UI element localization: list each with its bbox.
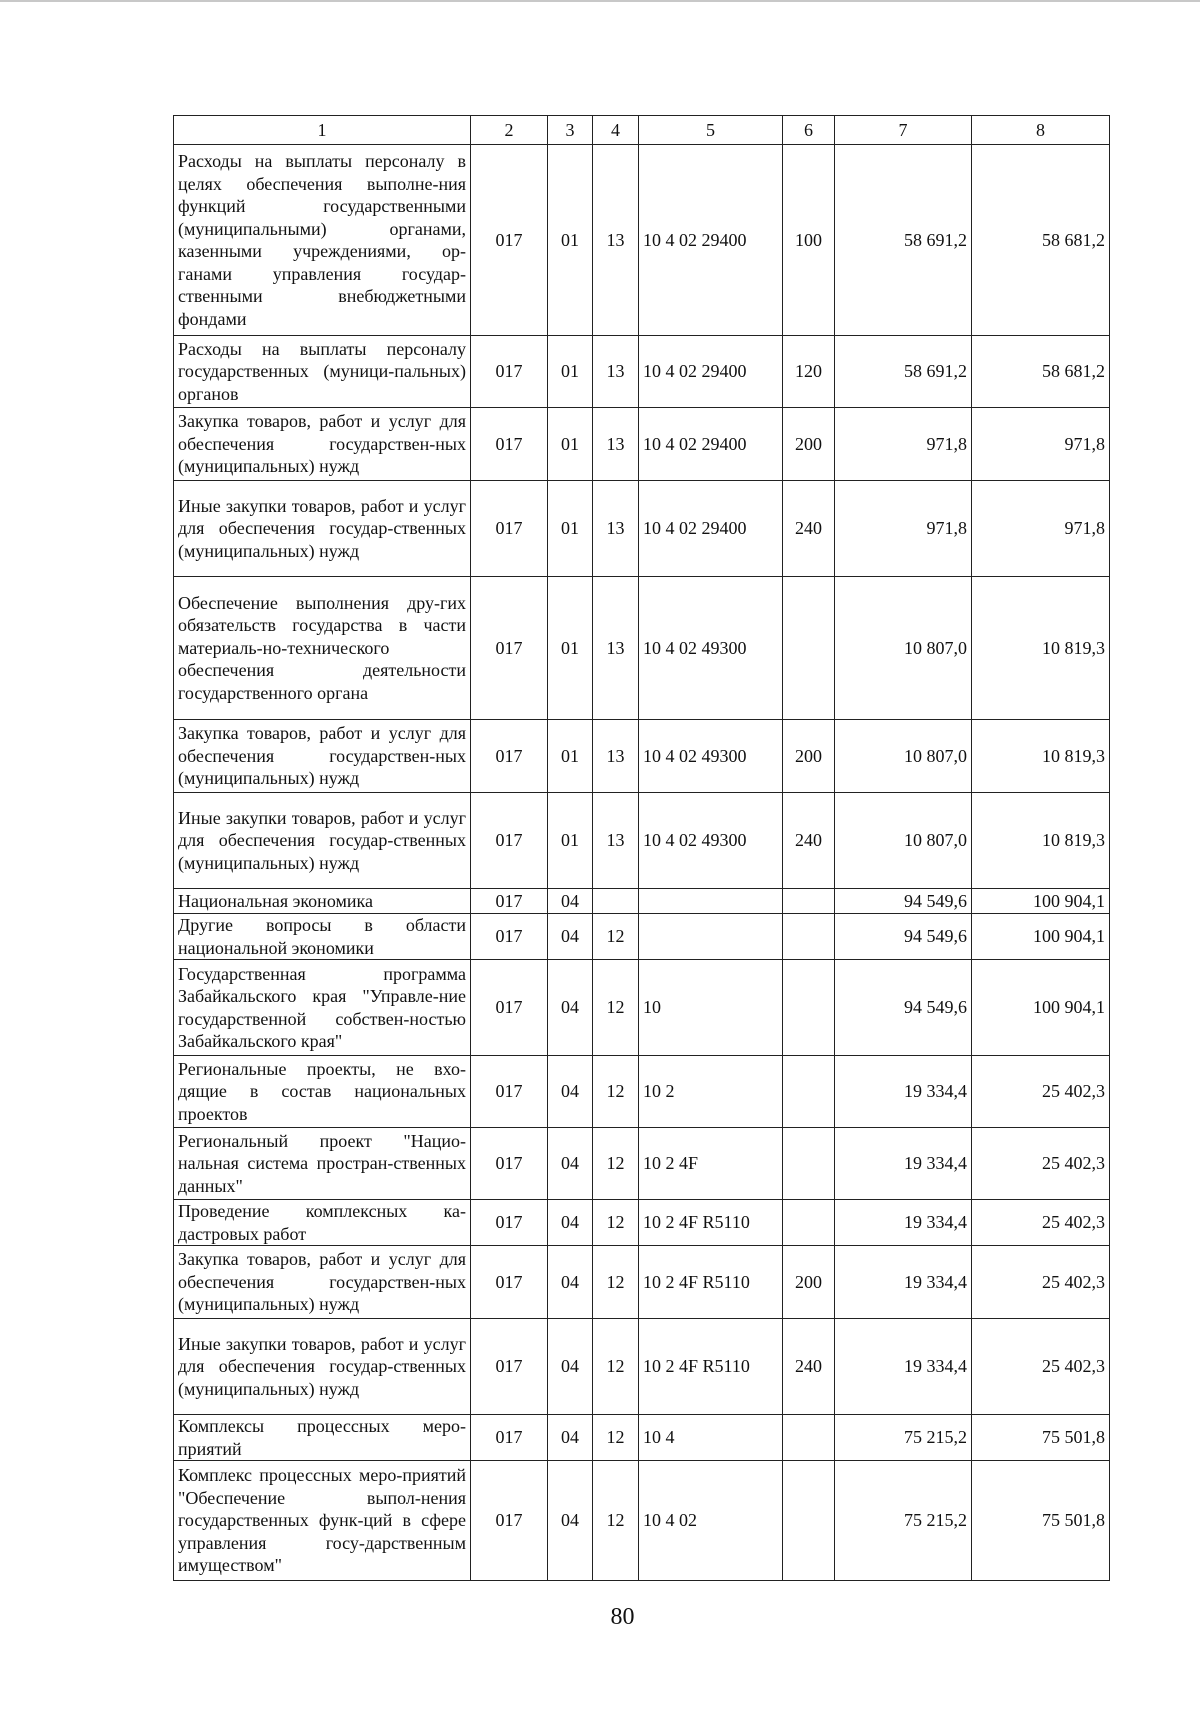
table-row bbox=[174, 1246, 1110, 1319]
table-row bbox=[174, 1319, 1110, 1415]
row-expense-type-code: 200 bbox=[783, 1246, 835, 1319]
row-name-cell: Обеспечение выполнения дру-гих обязательств государства в части материаль-но-технического обеспечения деятельности государственного органа bbox=[174, 577, 471, 720]
row-name-cell: Закупка товаров, работ и услуг для обеспечения государствен-ных (муниципальных) нужд bbox=[174, 1246, 471, 1319]
row-subsection-code: 13 bbox=[593, 793, 639, 889]
column-header-3: 3 bbox=[548, 116, 593, 145]
row-target-item-code: 10 4 02 29400 bbox=[639, 408, 783, 481]
table-row bbox=[174, 793, 1110, 889]
row-section-code: 01 bbox=[548, 793, 593, 889]
column-header-4: 4 bbox=[593, 116, 639, 145]
table-row bbox=[174, 1056, 1110, 1128]
table-row bbox=[174, 1461, 1110, 1581]
row-ministry-code: 017 bbox=[471, 1415, 548, 1461]
row-expense-type-code bbox=[783, 1415, 835, 1461]
row-amount-col8: 100 904,1 bbox=[972, 960, 1110, 1056]
row-subsection-code: 12 bbox=[593, 1056, 639, 1128]
column-header-1: 1 bbox=[174, 116, 471, 145]
page-number bbox=[0, 1604, 1200, 1631]
row-ministry-code: 017 bbox=[471, 577, 548, 720]
row-section-code: 01 bbox=[548, 408, 593, 481]
row-name-cell: Закупка товаров, работ и услуг для обеспечения государствен-ных (муниципальных) нужд bbox=[174, 720, 471, 793]
row-expense-type-code bbox=[783, 577, 835, 720]
row-subsection-code: 12 bbox=[593, 1128, 639, 1200]
row-amount-col8: 58 681,2 bbox=[972, 336, 1110, 408]
row-target-item-code: 10 bbox=[639, 960, 783, 1056]
table-row bbox=[174, 914, 1110, 960]
row-section-code: 04 bbox=[548, 1056, 593, 1128]
row-ministry-code: 017 bbox=[471, 1200, 548, 1246]
row-ministry-code: 017 bbox=[471, 336, 548, 408]
row-amount-col7: 19 334,4 bbox=[835, 1200, 972, 1246]
row-section-code: 04 bbox=[548, 914, 593, 960]
row-amount-col7: 10 807,0 bbox=[835, 577, 972, 720]
row-ministry-code: 017 bbox=[471, 793, 548, 889]
row-target-item-code: 10 2 4F R5110 bbox=[639, 1246, 783, 1319]
row-ministry-code: 017 bbox=[471, 1246, 548, 1319]
row-subsection-code: 12 bbox=[593, 1246, 639, 1319]
row-ministry-code: 017 bbox=[471, 1056, 548, 1128]
column-header-2: 2 bbox=[471, 116, 548, 145]
row-section-code: 04 bbox=[548, 1415, 593, 1461]
row-amount-col8: 971,8 bbox=[972, 481, 1110, 577]
row-amount-col8: 10 819,3 bbox=[972, 577, 1110, 720]
row-amount-col8: 25 402,3 bbox=[972, 1056, 1110, 1128]
row-expense-type-code bbox=[783, 1056, 835, 1128]
column-header-8: 8 bbox=[972, 116, 1110, 145]
row-amount-col7: 10 807,0 bbox=[835, 720, 972, 793]
row-amount-col7: 19 334,4 bbox=[835, 1246, 972, 1319]
column-header-6: 6 bbox=[783, 116, 835, 145]
row-target-item-code: 10 4 02 49300 bbox=[639, 793, 783, 889]
page-number-text: 80 bbox=[610, 1604, 635, 1630]
row-section-code: 01 bbox=[548, 720, 593, 793]
row-name-cell: Закупка товаров, работ и услуг для обеспечения государствен-ных (муниципальных) нужд bbox=[174, 408, 471, 481]
row-ministry-code: 017 bbox=[471, 889, 548, 914]
row-target-item-code: 10 4 02 29400 bbox=[639, 336, 783, 408]
row-name-cell: Иные закупки товаров, работ и услуг для обеспечения государ-ственных (муниципальных) нужд bbox=[174, 793, 471, 889]
row-subsection-code: 13 bbox=[593, 408, 639, 481]
row-name-cell: Региональные проекты, не вхо-дящие в состав национальных проектов bbox=[174, 1056, 471, 1128]
row-subsection-code: 13 bbox=[593, 720, 639, 793]
row-subsection-code: 12 bbox=[593, 1461, 639, 1581]
row-ministry-code: 017 bbox=[471, 145, 548, 336]
row-ministry-code: 017 bbox=[471, 720, 548, 793]
row-ministry-code: 017 bbox=[471, 408, 548, 481]
row-target-item-code: 10 4 02 49300 bbox=[639, 720, 783, 793]
row-section-code: 01 bbox=[548, 481, 593, 577]
row-target-item-code: 10 4 02 bbox=[639, 1461, 783, 1581]
top-edge-rule bbox=[0, 0, 1200, 2]
row-amount-col7: 19 334,4 bbox=[835, 1056, 972, 1128]
row-name-cell: Расходы на выплаты персоналу государственных (муници-пальных) органов bbox=[174, 336, 471, 408]
row-expense-type-code: 240 bbox=[783, 481, 835, 577]
row-target-item-code: 10 4 bbox=[639, 1415, 783, 1461]
row-amount-col7: 971,8 bbox=[835, 408, 972, 481]
row-target-item-code bbox=[639, 914, 783, 960]
row-name-cell: Комплексы процессных меро-приятий bbox=[174, 1415, 471, 1461]
row-section-code: 04 bbox=[548, 889, 593, 914]
row-target-item-code: 10 2 4F bbox=[639, 1128, 783, 1200]
row-expense-type-code: 240 bbox=[783, 793, 835, 889]
row-subsection-code: 12 bbox=[593, 960, 639, 1056]
row-amount-col7: 58 691,2 bbox=[835, 145, 972, 336]
row-ministry-code: 017 bbox=[471, 1461, 548, 1581]
row-section-code: 04 bbox=[548, 960, 593, 1056]
row-amount-col8: 25 402,3 bbox=[972, 1319, 1110, 1415]
row-subsection-code: 13 bbox=[593, 481, 639, 577]
row-name-cell: Национальная экономика bbox=[174, 889, 471, 914]
row-amount-col8: 100 904,1 bbox=[972, 889, 1110, 914]
row-section-code: 04 bbox=[548, 1246, 593, 1319]
row-subsection-code: 12 bbox=[593, 1319, 639, 1415]
table-row bbox=[174, 481, 1110, 577]
table-row bbox=[174, 1128, 1110, 1200]
row-subsection-code: 12 bbox=[593, 914, 639, 960]
table-row bbox=[174, 1415, 1110, 1461]
row-expense-type-code: 200 bbox=[783, 408, 835, 481]
row-name-cell: Расходы на выплаты персоналу в целях обеспечения выполне-ния функций государственными (муниципальными) органами, казенными учреждениями, ор-ганами управления государ-ственными внебюджетными фондами bbox=[174, 145, 471, 336]
row-name-cell: Другие вопросы в области национальной экономики bbox=[174, 914, 471, 960]
row-subsection-code bbox=[593, 889, 639, 914]
row-section-code: 04 bbox=[548, 1319, 593, 1415]
row-amount-col8: 25 402,3 bbox=[972, 1128, 1110, 1200]
row-amount-col8: 75 501,8 bbox=[972, 1415, 1110, 1461]
row-ministry-code: 017 bbox=[471, 960, 548, 1056]
row-amount-col7: 58 691,2 bbox=[835, 336, 972, 408]
row-subsection-code: 13 bbox=[593, 577, 639, 720]
row-expense-type-code bbox=[783, 889, 835, 914]
row-target-item-code: 10 2 4F R5110 bbox=[639, 1319, 783, 1415]
row-expense-type-code bbox=[783, 1200, 835, 1246]
row-subsection-code: 12 bbox=[593, 1200, 639, 1246]
row-expense-type-code bbox=[783, 960, 835, 1056]
column-header-7: 7 bbox=[835, 116, 972, 145]
row-amount-col7: 19 334,4 bbox=[835, 1319, 972, 1415]
row-amount-col7: 75 215,2 bbox=[835, 1461, 972, 1581]
row-section-code: 01 bbox=[548, 577, 593, 720]
row-amount-col8: 10 819,3 bbox=[972, 793, 1110, 889]
row-section-code: 01 bbox=[548, 336, 593, 408]
table-row bbox=[174, 889, 1110, 914]
row-amount-col8: 75 501,8 bbox=[972, 1461, 1110, 1581]
row-target-item-code: 10 2 4F R5110 bbox=[639, 1200, 783, 1246]
row-section-code: 04 bbox=[548, 1200, 593, 1246]
row-subsection-code: 13 bbox=[593, 145, 639, 336]
row-ministry-code: 017 bbox=[471, 1319, 548, 1415]
row-ministry-code: 017 bbox=[471, 481, 548, 577]
row-target-item-code bbox=[639, 889, 783, 914]
row-expense-type-code: 200 bbox=[783, 720, 835, 793]
row-amount-col7: 971,8 bbox=[835, 481, 972, 577]
row-amount-col8: 10 819,3 bbox=[972, 720, 1110, 793]
row-section-code: 04 bbox=[548, 1128, 593, 1200]
row-subsection-code: 13 bbox=[593, 336, 639, 408]
row-expense-type-code bbox=[783, 1128, 835, 1200]
row-amount-col8: 971,8 bbox=[972, 408, 1110, 481]
row-amount-col8: 100 904,1 bbox=[972, 914, 1110, 960]
row-target-item-code: 10 4 02 29400 bbox=[639, 481, 783, 577]
table-row bbox=[174, 1200, 1110, 1246]
row-name-cell: Проведение комплексных ка-дастровых работ bbox=[174, 1200, 471, 1246]
row-expense-type-code bbox=[783, 1461, 835, 1581]
row-name-cell: Иные закупки товаров, работ и услуг для обеспечения государ-ственных (муниципальных) нужд bbox=[174, 481, 471, 577]
row-ministry-code: 017 bbox=[471, 1128, 548, 1200]
table-row bbox=[174, 145, 1110, 336]
row-amount-col8: 58 681,2 bbox=[972, 145, 1110, 336]
row-amount-col7: 19 334,4 bbox=[835, 1128, 972, 1200]
table-row bbox=[174, 577, 1110, 720]
row-subsection-code: 12 bbox=[593, 1415, 639, 1461]
row-expense-type-code: 100 bbox=[783, 145, 835, 336]
row-amount-col7: 94 549,6 bbox=[835, 889, 972, 914]
budget-table bbox=[173, 115, 1110, 1581]
row-name-cell: Государственная программа Забайкальского края "Управле-ние государственной собствен-ностью Забайкальского края" bbox=[174, 960, 471, 1056]
table-row bbox=[174, 960, 1110, 1056]
table-header-row bbox=[174, 116, 1110, 145]
row-amount-col7: 94 549,6 bbox=[835, 914, 972, 960]
row-section-code: 01 bbox=[548, 145, 593, 336]
row-name-cell: Иные закупки товаров, работ и услуг для обеспечения государ-ственных (муниципальных) нужд bbox=[174, 1319, 471, 1415]
row-amount-col7: 75 215,2 bbox=[835, 1415, 972, 1461]
row-amount-col8: 25 402,3 bbox=[972, 1246, 1110, 1319]
row-target-item-code: 10 2 bbox=[639, 1056, 783, 1128]
row-target-item-code: 10 4 02 49300 bbox=[639, 577, 783, 720]
column-header-5: 5 bbox=[639, 116, 783, 145]
table-row bbox=[174, 336, 1110, 408]
row-name-cell: Региональный проект "Нацио-нальная система простран-ственных данных" bbox=[174, 1128, 471, 1200]
row-target-item-code: 10 4 02 29400 bbox=[639, 145, 783, 336]
row-amount-col8: 25 402,3 bbox=[972, 1200, 1110, 1246]
row-amount-col7: 94 549,6 bbox=[835, 960, 972, 1056]
table-body bbox=[174, 145, 1110, 1581]
row-section-code: 04 bbox=[548, 1461, 593, 1581]
table-row bbox=[174, 720, 1110, 793]
row-expense-type-code: 240 bbox=[783, 1319, 835, 1415]
table-row bbox=[174, 408, 1110, 481]
row-amount-col7: 10 807,0 bbox=[835, 793, 972, 889]
row-expense-type-code bbox=[783, 914, 835, 960]
row-ministry-code: 017 bbox=[471, 914, 548, 960]
row-name-cell: Комплекс процессных меро-приятий "Обеспечение выпол-нения государственных функ-ций в сфере управления госу-дарственным имуществом" bbox=[174, 1461, 471, 1581]
row-expense-type-code: 120 bbox=[783, 336, 835, 408]
